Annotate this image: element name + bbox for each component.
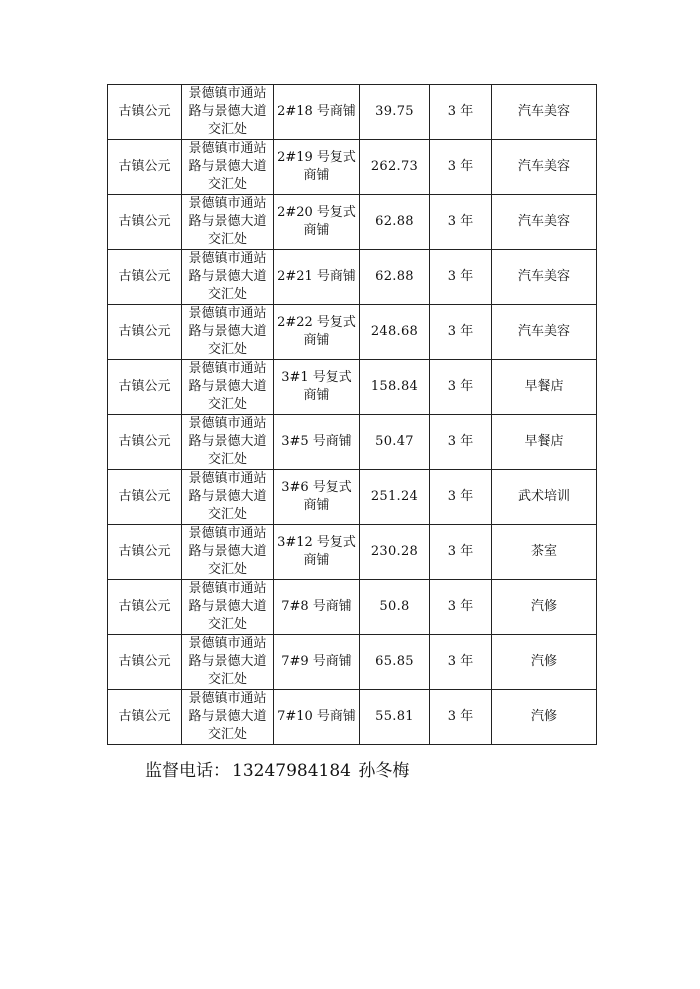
cell-area: 65.85	[360, 635, 430, 690]
cell-community: 古镇公元	[108, 250, 182, 305]
cell-use: 汽车美容	[492, 195, 597, 250]
cell-use: 汽修	[492, 690, 597, 745]
cell-term: 3 年	[430, 525, 492, 580]
table-row	[108, 690, 597, 745]
cell-community: 古镇公元	[108, 195, 182, 250]
cell-address: 景德镇市通站路与景德大道交汇处	[182, 250, 274, 305]
cell-unit: 7#8 号商铺	[274, 580, 360, 635]
cell-address: 景德镇市通站路与景德大道交汇处	[182, 635, 274, 690]
cell-area: 251.24	[360, 470, 430, 525]
cell-address: 景德镇市通站路与景德大道交汇处	[182, 525, 274, 580]
cell-community: 古镇公元	[108, 85, 182, 140]
table-row	[108, 580, 597, 635]
cell-community: 古镇公元	[108, 690, 182, 745]
cell-term: 3 年	[430, 580, 492, 635]
table-row	[108, 140, 597, 195]
cell-unit: 3#6 号复式商铺	[274, 470, 360, 525]
cell-unit: 7#9 号商铺	[274, 635, 360, 690]
supervision-hotline	[145, 759, 411, 783]
cell-unit: 2#19 号复式商铺	[274, 140, 360, 195]
table-body	[108, 85, 597, 745]
cell-term: 3 年	[430, 470, 492, 525]
cell-use: 汽车美容	[492, 250, 597, 305]
cell-term: 3 年	[430, 690, 492, 745]
cell-term: 3 年	[430, 250, 492, 305]
cell-area: 262.73	[360, 140, 430, 195]
cell-area: 50.47	[360, 415, 430, 470]
lease-table	[107, 84, 597, 745]
cell-area: 62.88	[360, 195, 430, 250]
cell-area: 248.68	[360, 305, 430, 360]
cell-term: 3 年	[430, 195, 492, 250]
table-row	[108, 85, 597, 140]
table-row	[108, 415, 597, 470]
cell-use: 茶室	[492, 525, 597, 580]
cell-community: 古镇公元	[108, 580, 182, 635]
cell-community: 古镇公元	[108, 525, 182, 580]
cell-community: 古镇公元	[108, 470, 182, 525]
hotline-contact: 孙冬梅	[358, 761, 410, 781]
cell-unit: 3#12 号复式商铺	[274, 525, 360, 580]
cell-area: 55.81	[360, 690, 430, 745]
cell-area: 62.88	[360, 250, 430, 305]
cell-unit: 2#21 号商铺	[274, 250, 360, 305]
cell-community: 古镇公元	[108, 140, 182, 195]
cell-unit: 3#1 号复式商铺	[274, 360, 360, 415]
table-row	[108, 635, 597, 690]
table-row	[108, 525, 597, 580]
table-row	[108, 305, 597, 360]
cell-address: 景德镇市通站路与景德大道交汇处	[182, 85, 274, 140]
cell-unit: 2#18 号商铺	[274, 85, 360, 140]
cell-use: 汽车美容	[492, 140, 597, 195]
table-row	[108, 250, 597, 305]
cell-term: 3 年	[430, 635, 492, 690]
cell-community: 古镇公元	[108, 635, 182, 690]
cell-unit: 2#22 号复式商铺	[274, 305, 360, 360]
cell-term: 3 年	[430, 305, 492, 360]
cell-use: 汽车美容	[492, 305, 597, 360]
table-row	[108, 195, 597, 250]
cell-unit: 3#5 号商铺	[274, 415, 360, 470]
cell-address: 景德镇市通站路与景德大道交汇处	[182, 580, 274, 635]
cell-term: 3 年	[430, 140, 492, 195]
cell-area: 230.28	[360, 525, 430, 580]
cell-use: 早餐店	[492, 360, 597, 415]
table-row	[108, 470, 597, 525]
cell-address: 景德镇市通站路与景德大道交汇处	[182, 195, 274, 250]
cell-use: 武术培训	[492, 470, 597, 525]
cell-unit: 7#10 号商铺	[274, 690, 360, 745]
hotline-label: 监督电话：	[145, 761, 230, 781]
cell-area: 158.84	[360, 360, 430, 415]
cell-use: 早餐店	[492, 415, 597, 470]
cell-community: 古镇公元	[108, 305, 182, 360]
hotline-phone: 13247984184	[232, 761, 351, 781]
cell-term: 3 年	[430, 360, 492, 415]
cell-address: 景德镇市通站路与景德大道交汇处	[182, 690, 274, 745]
cell-address: 景德镇市通站路与景德大道交汇处	[182, 415, 274, 470]
cell-area: 39.75	[360, 85, 430, 140]
cell-area: 50.8	[360, 580, 430, 635]
table-row	[108, 360, 597, 415]
cell-term: 3 年	[430, 85, 492, 140]
cell-address: 景德镇市通站路与景德大道交汇处	[182, 305, 274, 360]
cell-use: 汽修	[492, 635, 597, 690]
cell-use: 汽车美容	[492, 85, 597, 140]
cell-address: 景德镇市通站路与景德大道交汇处	[182, 470, 274, 525]
cell-community: 古镇公元	[108, 415, 182, 470]
cell-community: 古镇公元	[108, 360, 182, 415]
cell-address: 景德镇市通站路与景德大道交汇处	[182, 140, 274, 195]
cell-unit: 2#20 号复式商铺	[274, 195, 360, 250]
cell-term: 3 年	[430, 415, 492, 470]
cell-address: 景德镇市通站路与景德大道交汇处	[182, 360, 274, 415]
cell-use: 汽修	[492, 580, 597, 635]
